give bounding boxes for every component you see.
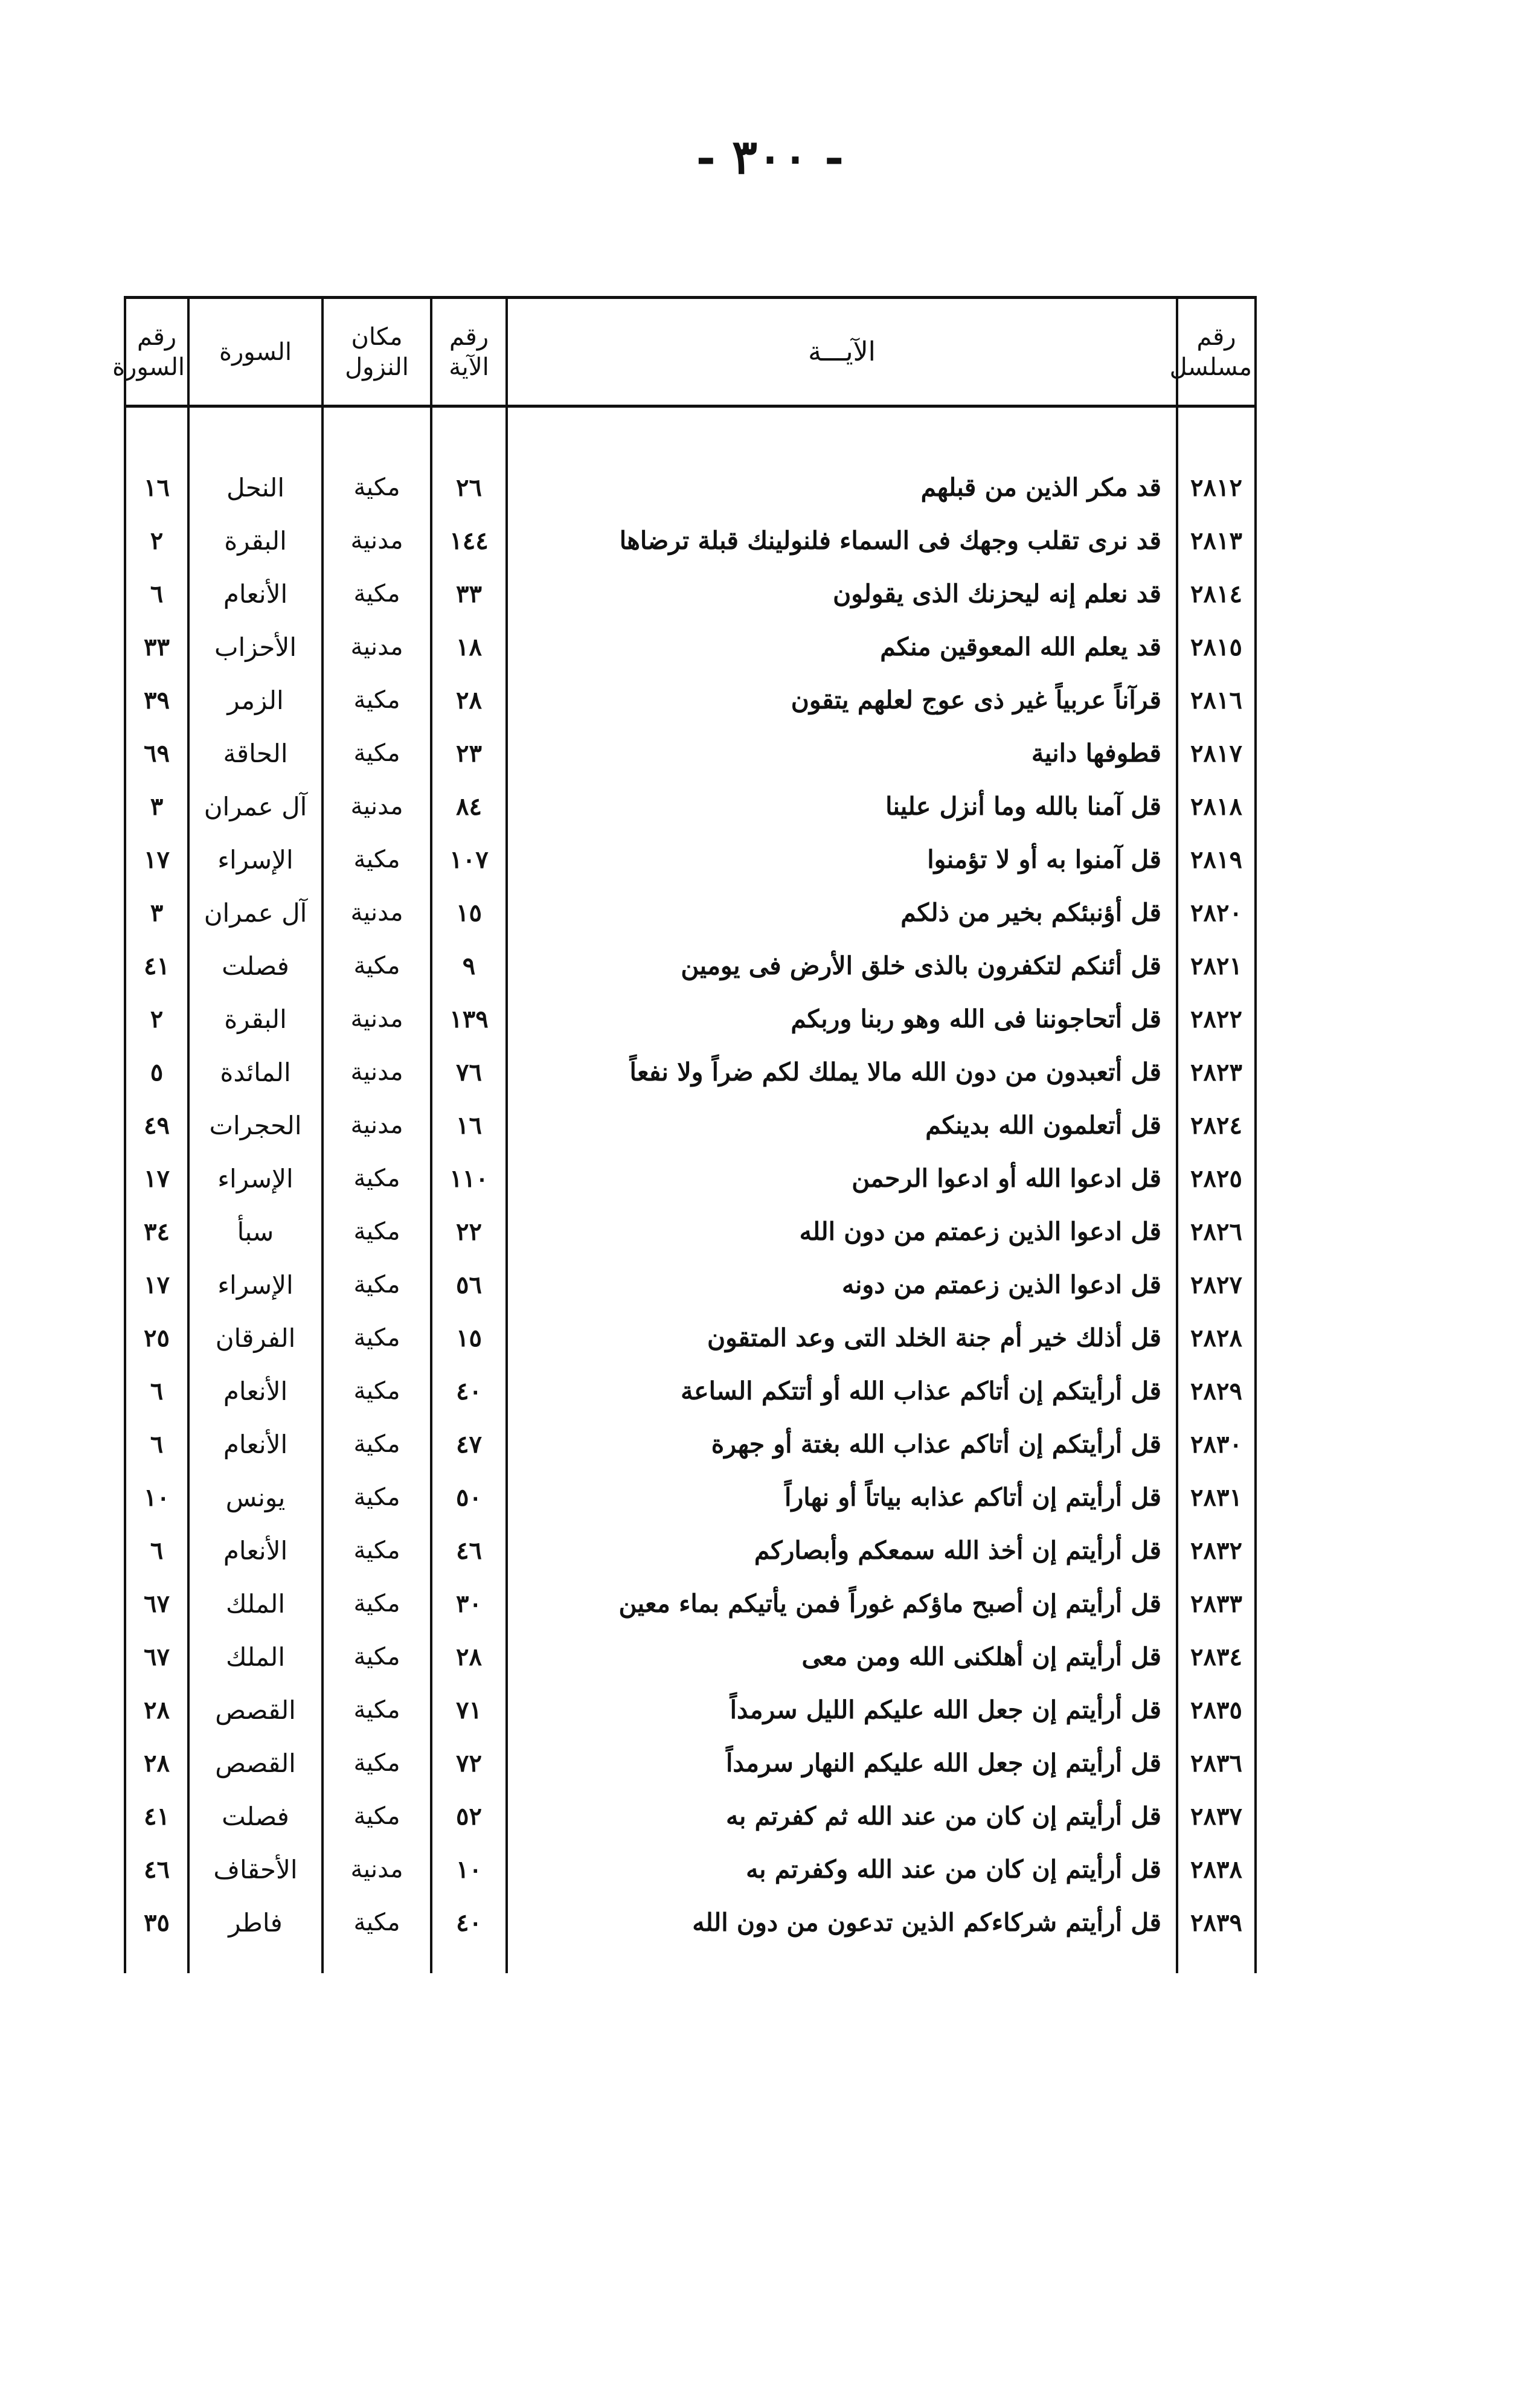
revelation-place-cell: مكية	[322, 673, 431, 727]
ayah-number-cell: ٢٣	[431, 727, 507, 780]
surah-name-cell: المائدة	[188, 1045, 322, 1099]
table-row	[125, 886, 1256, 939]
revelation-place-cell: مكية	[322, 727, 431, 780]
revelation-place-cell: مكية	[322, 1152, 431, 1205]
serial-cell: ٢٨١٤	[1177, 567, 1256, 620]
surah-number-cell: ٦٧	[125, 1630, 188, 1683]
table-row	[125, 1790, 1256, 1843]
verse-cell: قل أئنكم لتكفرون بالذى خلق الأرض فى يومين	[507, 939, 1177, 992]
table-row	[125, 1364, 1256, 1418]
table-row	[125, 620, 1256, 673]
surah-name-cell: الإسراء	[188, 1258, 322, 1311]
surah-number-cell: ٢٨	[125, 1683, 188, 1736]
surah-name-cell: الأحقاف	[188, 1843, 322, 1896]
verse-cell: قل أرأيتم إن جعل الله عليكم النهار سرمداً	[507, 1736, 1177, 1790]
table-row	[125, 514, 1256, 567]
surah-name-cell: الأنعام	[188, 1418, 322, 1471]
surah-name-cell: الحجرات	[188, 1099, 322, 1152]
verse-cell: قل أرأيتكم إن أتاكم عذاب الله بغتة أو جهرة	[507, 1418, 1177, 1471]
verse-cell: قل أرأيتم إن أصبح ماؤكم غوراً فمن يأتيكم بماء معين	[507, 1577, 1177, 1630]
surah-number-cell: ٦٩	[125, 727, 188, 780]
verse-cell: قل ادعوا الله أو ادعوا الرحمن	[507, 1152, 1177, 1205]
surah-number-cell: ٤٩	[125, 1099, 188, 1152]
surah-number-cell: ٤٦	[125, 1843, 188, 1896]
table-row	[125, 1045, 1256, 1099]
surah-number-cell: ٢	[125, 514, 188, 567]
revelation-place-cell: مكية	[322, 1311, 431, 1364]
revelation-place-cell: مكية	[322, 1736, 431, 1790]
table-row	[125, 992, 1256, 1045]
surah-number-cell: ٣٣	[125, 620, 188, 673]
surah-name-cell: الأحزاب	[188, 620, 322, 673]
surah-name-cell: الأنعام	[188, 1364, 322, 1418]
revelation-place-cell: مكية	[322, 1471, 431, 1524]
ayah-number-cell: ٤٧	[431, 1418, 507, 1471]
ayah-number-cell: ٤٦	[431, 1524, 507, 1577]
revelation-place-cell: مدنية	[322, 780, 431, 833]
ayah-number-cell: ٤٠	[431, 1896, 507, 1949]
surah-name-cell: الأنعام	[188, 567, 322, 620]
revelation-place-cell: مكية	[322, 1205, 431, 1258]
table-row	[125, 1896, 1256, 1949]
ayah-number-cell: ٢٨	[431, 1630, 507, 1683]
verse-cell: قطوفها دانية	[507, 727, 1177, 780]
ayah-number-cell: ١٥	[431, 1311, 507, 1364]
surah-name-cell: الفرقان	[188, 1311, 322, 1364]
surah-name-cell: القصص	[188, 1683, 322, 1736]
surah-name-cell: الزمر	[188, 673, 322, 727]
surah-number-cell: ٣٤	[125, 1205, 188, 1258]
serial-cell: ٢٨١٥	[1177, 620, 1256, 673]
serial-cell: ٢٨١٣	[1177, 514, 1256, 567]
table-row	[125, 1736, 1256, 1790]
serial-cell: ٢٨٣٧	[1177, 1790, 1256, 1843]
revelation-place-cell: مكية	[322, 461, 431, 514]
surah-number-cell: ٦	[125, 567, 188, 620]
serial-cell: ٢٨٢١	[1177, 939, 1256, 992]
ayah-number-cell: ١٠	[431, 1843, 507, 1896]
verse-cell: قل أؤنبئكم بخير من ذلكم	[507, 886, 1177, 939]
revelation-place-cell: مدنية	[322, 1843, 431, 1896]
verse-cell: قل أتحاجوننا فى الله وهو ربنا وربكم	[507, 992, 1177, 1045]
verse-cell: قل أرأيتكم إن أتاكم عذاب الله أو أتتكم الساعة	[507, 1364, 1177, 1418]
verse-cell: قل ادعوا الذين زعمتم من دون الله	[507, 1205, 1177, 1258]
verse-cell: قرآناً عربياً غير ذى عوج لعلهم يتقون	[507, 673, 1177, 727]
surah-number-cell: ٢٨	[125, 1736, 188, 1790]
surah-name-cell: الأنعام	[188, 1524, 322, 1577]
revelation-place-cell: مكية	[322, 1258, 431, 1311]
table-row	[125, 780, 1256, 833]
serial-cell: ٢٨٣٢	[1177, 1524, 1256, 1577]
verse-cell: قل أتعلمون الله بدينكم	[507, 1099, 1177, 1152]
ayah-number-cell: ١٠٧	[431, 833, 507, 886]
surah-name-cell: آل عمران	[188, 886, 322, 939]
surah-number-cell: ٣٩	[125, 673, 188, 727]
surah-name-cell: البقرة	[188, 514, 322, 567]
verse-cell: قل أتعبدون من دون الله مالا يملك لكم ضراً ولا نفعاً	[507, 1045, 1177, 1099]
revelation-place-cell: مكية	[322, 1524, 431, 1577]
surah-name-cell: الملك	[188, 1630, 322, 1683]
surah-number-cell: ٣٥	[125, 1896, 188, 1949]
header-revelation-place: مكان النزول	[322, 298, 431, 406]
serial-cell: ٢٨٣٠	[1177, 1418, 1256, 1471]
surah-number-cell: ٤١	[125, 1790, 188, 1843]
serial-cell: ٢٨٢٣	[1177, 1045, 1256, 1099]
ayah-number-cell: ١١٠	[431, 1152, 507, 1205]
surah-name-cell: النحل	[188, 461, 322, 514]
ayah-number-cell: ٢٦	[431, 461, 507, 514]
table-row	[125, 1843, 1256, 1896]
revelation-place-cell: مكية	[322, 1364, 431, 1418]
table-row	[125, 1258, 1256, 1311]
serial-cell: ٢٨١٩	[1177, 833, 1256, 886]
serial-cell: ٢٨٣١	[1177, 1471, 1256, 1524]
serial-cell: ٢٨٣٤	[1177, 1630, 1256, 1683]
surah-number-cell: ٤١	[125, 939, 188, 992]
revelation-place-cell: مدنية	[322, 514, 431, 567]
table-row	[125, 567, 1256, 620]
ayah-number-cell: ٥٠	[431, 1471, 507, 1524]
table-row	[125, 1418, 1256, 1471]
ayah-number-cell: ٢٢	[431, 1205, 507, 1258]
surah-number-cell: ٦٧	[125, 1577, 188, 1630]
surah-number-cell: ٣	[125, 886, 188, 939]
ayah-number-cell: ٢٨	[431, 673, 507, 727]
surah-name-cell: آل عمران	[188, 780, 322, 833]
verse-cell: قل أرأيتم إن كان من عند الله ثم كفرتم به	[507, 1790, 1177, 1843]
surah-name-cell: فصلت	[188, 1790, 322, 1843]
verse-cell: قل أرأيتم إن جعل الله عليكم الليل سرمداً	[507, 1683, 1177, 1736]
table-row	[125, 727, 1256, 780]
surah-number-cell: ١٠	[125, 1471, 188, 1524]
ayah-number-cell: ١٦	[431, 1099, 507, 1152]
serial-cell: ٢٨٢٠	[1177, 886, 1256, 939]
serial-cell: ٢٨٣٨	[1177, 1843, 1256, 1896]
table-row	[125, 1152, 1256, 1205]
serial-cell: ٢٨٢٦	[1177, 1205, 1256, 1258]
surah-name-cell: فاطر	[188, 1896, 322, 1949]
serial-cell: ٢٨٣٦	[1177, 1736, 1256, 1790]
table-row	[125, 1630, 1256, 1683]
revelation-place-cell: مكية	[322, 1790, 431, 1843]
revelation-place-cell: مكية	[322, 1630, 431, 1683]
revelation-place-cell: مدنية	[322, 1099, 431, 1152]
surah-number-cell: ٢	[125, 992, 188, 1045]
table-row	[125, 461, 1256, 514]
verse-cell: قل أرأيتم إن أخذ الله سمعكم وأبصاركم	[507, 1524, 1177, 1577]
table-body	[125, 406, 1256, 1974]
revelation-place-cell: مدنية	[322, 1045, 431, 1099]
surah-name-cell: الحاقة	[188, 727, 322, 780]
header-ayah-number: رقم الآية	[431, 298, 507, 406]
revelation-place-cell: مكية	[322, 567, 431, 620]
table-row	[125, 1205, 1256, 1258]
surah-name-cell: فصلت	[188, 939, 322, 992]
table-row	[125, 833, 1256, 886]
revelation-place-cell: مدنية	[322, 992, 431, 1045]
verse-cell: قد نرى تقلب وجهك فى السماء فلنولينك قبلة ترضاها	[507, 514, 1177, 567]
serial-cell: ٢٨٢٧	[1177, 1258, 1256, 1311]
page-number: - ٣٠٠ -	[696, 130, 844, 185]
revelation-place-cell: مكية	[322, 1896, 431, 1949]
ayah-number-cell: ٥٢	[431, 1790, 507, 1843]
serial-cell: ٢٨٣٣	[1177, 1577, 1256, 1630]
revelation-place-cell: مدنية	[322, 886, 431, 939]
header-surah: السورة	[188, 298, 322, 406]
verse-cell: قل أرأيتم شركاءكم الذين تدعون من دون الله	[507, 1896, 1177, 1949]
serial-cell: ٢٨١٦	[1177, 673, 1256, 727]
surah-name-cell: الملك	[188, 1577, 322, 1630]
serial-cell: ٢٨١٨	[1177, 780, 1256, 833]
ayah-number-cell: ٧٢	[431, 1736, 507, 1790]
table-row	[125, 939, 1256, 992]
revelation-place-cell: مكية	[322, 939, 431, 992]
surah-number-cell: ١٧	[125, 1152, 188, 1205]
surah-number-cell: ٦	[125, 1524, 188, 1577]
revelation-place-cell: مكية	[322, 833, 431, 886]
surah-number-cell: ٦	[125, 1418, 188, 1471]
ayah-number-cell: ٨٤	[431, 780, 507, 833]
surah-number-cell: ٣	[125, 780, 188, 833]
serial-cell: ٢٨١٢	[1177, 461, 1256, 514]
serial-cell: ٢٨١٧	[1177, 727, 1256, 780]
header-serial-number: رقم مسلسل	[1177, 298, 1256, 406]
ayah-number-cell: ٧١	[431, 1683, 507, 1736]
verse-cell: قل أرأيتم إن أهلكنى الله ومن معى	[507, 1630, 1177, 1683]
surah-number-cell: ١٦	[125, 461, 188, 514]
verse-cell: قد مكر الذين من قبلهم	[507, 461, 1177, 514]
surah-number-cell: ٢٥	[125, 1311, 188, 1364]
serial-cell: ٢٨٢٢	[1177, 992, 1256, 1045]
ayah-number-cell: ٣٠	[431, 1577, 507, 1630]
ayah-number-cell: ٩	[431, 939, 507, 992]
ayah-number-cell: ٥٦	[431, 1258, 507, 1311]
verse-cell: قل ادعوا الذين زعمتم من دونه	[507, 1258, 1177, 1311]
table-row	[125, 1683, 1256, 1736]
surah-number-cell: ٦	[125, 1364, 188, 1418]
verse-cell: قل آمنوا به أو لا تؤمنوا	[507, 833, 1177, 886]
spacer-row	[125, 406, 1256, 461]
ayah-number-cell: ١٥	[431, 886, 507, 939]
verse-cell: قل أرأيتم إن كان من عند الله وكفرتم به	[507, 1843, 1177, 1896]
verse-cell: قد يعلم الله المعوقين منكم	[507, 620, 1177, 673]
surah-name-cell: الإسراء	[188, 833, 322, 886]
surah-name-cell: سبأ	[188, 1205, 322, 1258]
serial-cell: ٢٨٣٥	[1177, 1683, 1256, 1736]
table-row	[125, 1471, 1256, 1524]
spacer-row	[125, 1949, 1256, 1973]
ayah-number-cell: ٤٠	[431, 1364, 507, 1418]
revelation-place-cell: مكية	[322, 1418, 431, 1471]
verse-cell: قل أذلك خير أم جنة الخلد التى وعد المتقون	[507, 1311, 1177, 1364]
ayah-number-cell: ٣٣	[431, 567, 507, 620]
serial-cell: ٢٨٢٨	[1177, 1311, 1256, 1364]
surah-number-cell: ١٧	[125, 833, 188, 886]
surah-name-cell: الإسراء	[188, 1152, 322, 1205]
serial-cell: ٢٨٢٤	[1177, 1099, 1256, 1152]
verse-cell: قل أرأيتم إن أتاكم عذابه بياتاً أو نهاراً	[507, 1471, 1177, 1524]
revelation-place-cell: مكية	[322, 1577, 431, 1630]
serial-cell: ٢٨٣٩	[1177, 1896, 1256, 1949]
table-row	[125, 673, 1256, 727]
ayah-number-cell: ٧٦	[431, 1045, 507, 1099]
table-row	[125, 1099, 1256, 1152]
revelation-place-cell: مكية	[322, 1683, 431, 1736]
surah-name-cell: البقرة	[188, 992, 322, 1045]
table-row	[125, 1577, 1256, 1630]
surah-number-cell: ١٧	[125, 1258, 188, 1311]
surah-name-cell: يونس	[188, 1471, 322, 1524]
table-row	[125, 1524, 1256, 1577]
table-row	[125, 1311, 1256, 1364]
verse-cell: قل آمنا بالله وما أنزل علينا	[507, 780, 1177, 833]
revelation-place-cell: مدنية	[322, 620, 431, 673]
ayah-number-cell: ١٤٤	[431, 514, 507, 567]
serial-cell: ٢٨٢٥	[1177, 1152, 1256, 1205]
ayah-number-cell: ١٣٩	[431, 992, 507, 1045]
verse-index-table	[112, 296, 1257, 1973]
ayah-number-cell: ١٨	[431, 620, 507, 673]
header-surah-number: رقم السورة	[125, 298, 188, 406]
surah-number-cell: ٥	[125, 1045, 188, 1099]
surah-name-cell: القصص	[188, 1736, 322, 1790]
verse-cell: قد نعلم إنه ليحزنك الذى يقولون	[507, 567, 1177, 620]
serial-cell: ٢٨٢٩	[1177, 1364, 1256, 1418]
header-verse: الآيـــة	[507, 298, 1177, 406]
table-header-row	[125, 298, 1256, 406]
